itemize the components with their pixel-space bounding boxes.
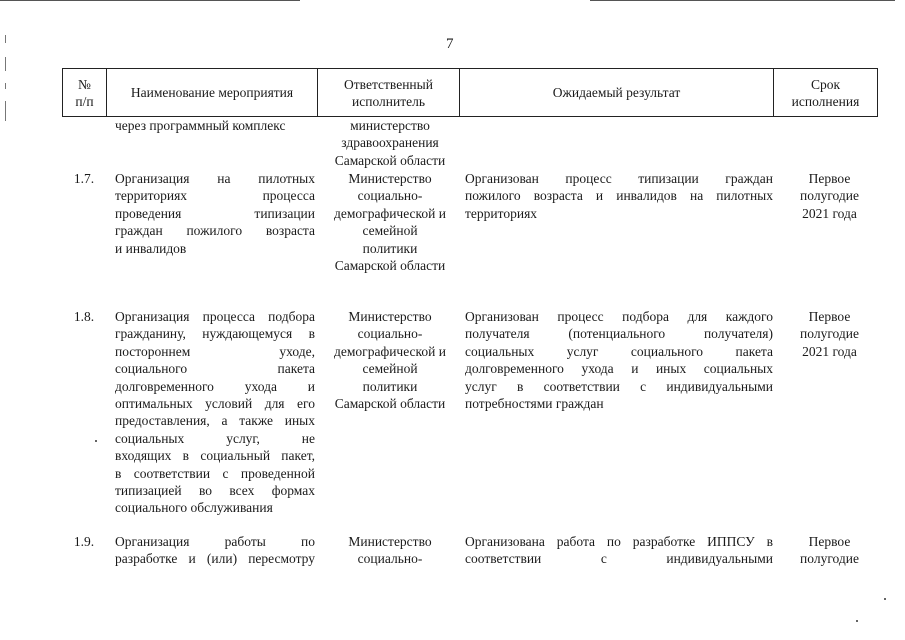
table-header — [62, 68, 878, 117]
row-name-line: проведения типизации — [115, 205, 315, 221]
header-name-label: Наименование мероприятия — [130, 85, 294, 100]
row-responsible-line: социально- — [357, 326, 423, 342]
continuation-responsible-line: здравоохранения — [341, 135, 439, 151]
row-responsible-line: политики — [362, 240, 418, 256]
scan-speck — [884, 598, 886, 600]
row-number: 1.9. — [73, 534, 95, 549]
header-term — [774, 69, 877, 116]
row-responsible — [320, 533, 460, 568]
header-num-line: № — [78, 76, 91, 92]
row-name-line: и инвалидов — [115, 240, 187, 256]
row-name-line: граждан пожилого возраста — [115, 223, 315, 239]
row-responsible-line: семейной — [362, 361, 418, 377]
row-name-line: предоставления, а также иных — [115, 413, 315, 429]
row-number: 1.7. — [73, 171, 95, 186]
scan-speck — [95, 440, 97, 442]
row-responsible-line: Министерство — [348, 309, 432, 324]
header-responsible-line: исполнитель — [352, 93, 425, 109]
top-rule-left — [0, 0, 300, 1]
header-responsible-line: Ответственный — [344, 76, 433, 92]
row-name-line: Организация на пилотных — [115, 171, 315, 186]
continuation-name — [115, 117, 315, 134]
row-term-line: Первое — [808, 534, 851, 549]
page-number: 7 — [446, 36, 454, 52]
header-result-label: Ожидаемый результат — [552, 85, 681, 100]
row-responsible-line: социально- — [357, 188, 423, 204]
row-name-line: входящих в социальный пакет, — [115, 448, 315, 464]
row-result-line: Организован процесс подбора для каждого — [465, 309, 773, 324]
row-name — [115, 170, 315, 257]
row-responsible — [320, 308, 460, 412]
row-name-line: долговременного ухода и — [115, 378, 315, 394]
row-result-line: пожилого возраста и инвалидов на пилотных — [465, 188, 773, 204]
continuation-responsible-line: министерство — [350, 118, 430, 133]
row-responsible — [320, 170, 460, 274]
row-result — [465, 308, 773, 412]
top-rule-right — [590, 0, 895, 1]
row-name-line: Организация процесса подбора — [115, 309, 315, 324]
row-responsible-line: Министерство — [348, 534, 432, 549]
row-term — [782, 308, 877, 360]
row-result-line: территориях — [465, 205, 538, 221]
continuation-responsible — [320, 117, 460, 169]
row-name-line: оптимальных условий для его — [115, 396, 315, 412]
row-responsible-line: семейной — [362, 223, 418, 239]
row-result-line: Организован процесс типизации граждан — [465, 171, 773, 186]
header-term-line: Срок — [810, 76, 841, 92]
row-term-line: 2021 года — [802, 343, 857, 359]
row-result-line: социальных услуг социального пакета — [465, 343, 773, 359]
header-result — [460, 69, 774, 116]
row-responsible-line: Министерство — [348, 171, 432, 186]
row-term-line: Первое — [808, 171, 851, 186]
row-name — [115, 533, 315, 568]
row-term-line: 2021 года — [802, 205, 857, 221]
row-term — [782, 170, 877, 222]
row-result-line: потребностями граждан — [465, 396, 604, 412]
row-term-line: полугодие — [800, 326, 859, 342]
row-result-line: получателя (потенциального получателя) — [465, 326, 773, 342]
row-name-line: Организация работы по — [115, 534, 315, 549]
scan-margin-marks — [2, 35, 14, 135]
scan-speck — [856, 620, 858, 622]
row-result — [465, 533, 773, 568]
header-num — [63, 69, 107, 116]
row-result-line: Организована работа по разработке ИППСУ в — [465, 534, 773, 549]
row-name-line: гражданину, нуждающемуся в — [115, 326, 315, 342]
row-name-line: социальных услуг, не — [115, 430, 315, 446]
row-term-line: полугодие — [800, 551, 859, 567]
continuation-responsible-line: Самарской области — [334, 152, 446, 168]
row-result — [465, 170, 773, 222]
top-scan-rule — [0, 0, 905, 2]
header-responsible — [318, 69, 460, 116]
row-name-line: территориях процесса — [115, 188, 315, 204]
continuation-name-line: через программный комплекс — [115, 118, 286, 133]
row-result-line: долговременного ухода и иных социальных — [465, 361, 773, 377]
row-name — [115, 308, 315, 517]
header-name — [107, 69, 318, 116]
row-responsible-line: демографической и — [334, 205, 446, 221]
row-term-line: полугодие — [800, 188, 859, 204]
row-term — [782, 533, 877, 568]
header-term-line: исполнения — [791, 93, 860, 109]
row-result-line: соответствии с индивидуальными — [465, 551, 773, 567]
row-number: 1.8. — [73, 309, 95, 324]
row-term-line: Первое — [808, 309, 851, 324]
row-responsible-line: Самарской области — [334, 396, 446, 412]
row-name-line: в соответствии с проведенной — [115, 465, 315, 481]
row-responsible-line: Самарской области — [334, 258, 446, 274]
row-name-line: разработке и (или) пересмотру — [115, 551, 315, 567]
row-result-line: услуг в соответствии с индивидуальными — [465, 378, 773, 394]
header-num-line: п/п — [75, 93, 94, 109]
row-name-line: типизацией во всех формах — [115, 483, 315, 499]
row-responsible-line: политики — [362, 378, 418, 394]
row-name-line: социального пакета — [115, 361, 315, 377]
row-responsible-line: демографической и — [334, 343, 446, 359]
row-responsible-line: социально- — [357, 551, 423, 567]
row-name-line: постороннем уходе, — [115, 343, 315, 359]
row-name-line: социального обслуживания — [115, 500, 273, 516]
